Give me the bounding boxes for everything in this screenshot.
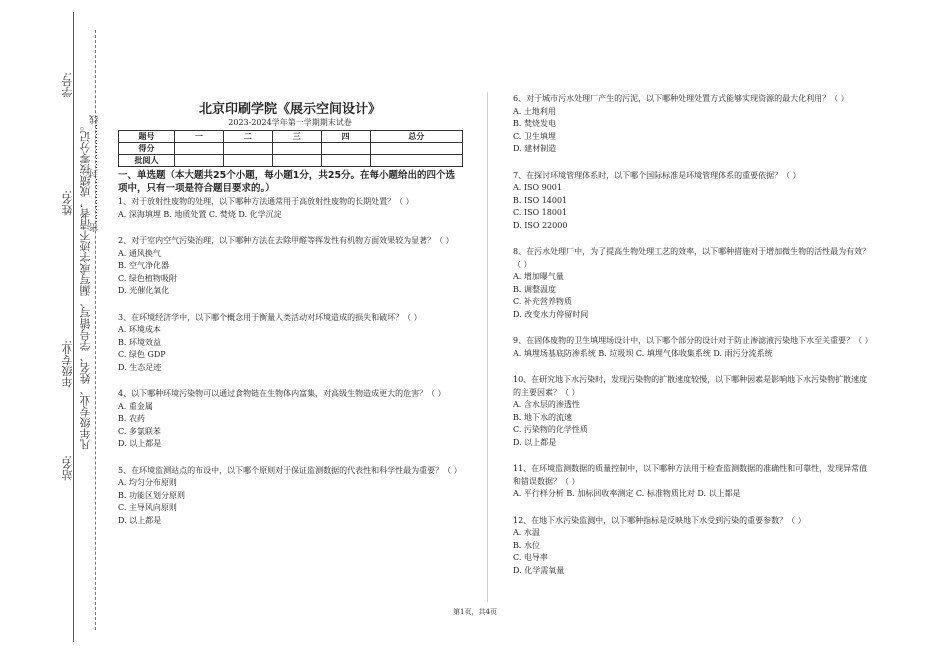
- score-cell: [272, 143, 321, 155]
- score-cell: [272, 155, 321, 167]
- question-option: D. 生态足迹: [118, 362, 162, 372]
- question-option: C. ISO 18001: [513, 208, 568, 217]
- question-item: [118, 235, 468, 298]
- score-table: [118, 130, 463, 167]
- question-item: [513, 246, 873, 321]
- student-id-label: 学号:: [61, 72, 74, 98]
- question-item: [513, 335, 873, 360]
- questions-right-column: [513, 93, 873, 591]
- question-stem: 4、以下哪种环境污染物可以通过食物链在生物体内富集，对高级生物造成更大的危害？（ ）: [118, 389, 446, 398]
- question-option: A. 土地利用: [513, 106, 556, 116]
- question-option: A. 深海填埋 B. 地质处置 C. 焚烧 D. 化学沉淀: [118, 209, 282, 219]
- score-header-cell: 二: [223, 131, 272, 143]
- reviewer-row: [119, 155, 463, 167]
- question-option: B. 农药: [118, 414, 145, 423]
- question-item: [513, 374, 873, 449]
- notice-text: 凡年级专业、姓名、学号错写、漏写或字迹不清者，成绩按零分记。: [79, 120, 92, 450]
- exam-title: 北京印刷学院《展示空间设计》: [198, 102, 381, 117]
- questions-left-column: [118, 196, 468, 541]
- question-option: D. 改变水力停留时间: [513, 309, 589, 319]
- question-stem: 10、在研究地下水污染时，发现污染物的扩散速度较慢，以下哪种因素是影响地下水污染物扩散速度的主要因素？（ ）: [513, 375, 868, 397]
- question-option: B. 环境效益: [118, 337, 161, 347]
- question-option: B. 调整温度: [513, 284, 556, 294]
- question-stem: 3、在环境经济学中，以下哪个概念用于衡量人类活动对环境造成的损失和破坏？（ ）: [118, 312, 422, 322]
- question-item: [513, 93, 873, 156]
- seat-label: 站名:: [61, 455, 74, 481]
- score-cell: [175, 155, 224, 167]
- score-row-label: 得分: [119, 143, 175, 155]
- question-option: D. 建材制造: [513, 144, 557, 153]
- score-cell: [321, 143, 370, 155]
- question-stem: 1、对于放射性废物的处理，以下哪种方法通常用于高放射性废物的长期处置？（ ）: [118, 197, 414, 206]
- reviewer-row-label: 批阅人: [119, 155, 175, 167]
- name-label: 姓名:: [61, 190, 74, 216]
- section-title: 一、单选题（本大题共25个小题，每小题1分，共25分。在每小题给出的四个选项中，只有一项是符合题目要求的。）: [118, 170, 456, 194]
- score-cell: [370, 143, 462, 155]
- question-option: C. 污染物的化学性质: [513, 425, 588, 434]
- question-option: A. 增加曝气量: [513, 272, 564, 281]
- question-option: D. 光催化氧化: [118, 286, 170, 295]
- question-item: [513, 515, 873, 578]
- question-option: A. 平行样分析 B. 加标回收率测定 C. 标准物质比对 D. 以上都是: [513, 489, 741, 498]
- score-cell: [321, 155, 370, 167]
- question-option: C. 卫生填埋: [513, 131, 556, 141]
- question-option: B. ISO 14001: [513, 195, 568, 205]
- question-stem: 8、在污水处理厂中，为了提高生物处理工艺的效率，以下哪种措施对于增加微生物的活性最为有效？（ ）: [513, 247, 871, 269]
- question-option: B. 焚烧发电: [513, 119, 556, 128]
- question-option: D. 化学需氧量: [513, 565, 565, 575]
- cut-line-label: 密……………封……………线: [90, 115, 100, 232]
- question-option: A. 通风换气: [118, 248, 161, 258]
- question-option: D. 以上都是: [118, 515, 162, 525]
- score-header-cell: 题号: [119, 131, 175, 143]
- score-cell: [223, 155, 272, 167]
- question-stem: 2、对于室内空气污染治理，以下哪种方法在去除甲醛等挥发性有机物方面效果较为显著？（ ）: [118, 236, 454, 245]
- score-header-cell: 四: [321, 131, 370, 143]
- question-stem: 12、在地下水污染监测中，以下哪种指标是反映地下水受到污染的重要参数？（ ）: [513, 515, 806, 525]
- score-cell: [175, 143, 224, 155]
- question-option: A. 环境成本: [118, 325, 161, 334]
- question-option: D. 以上都是: [513, 437, 557, 447]
- score-row: [119, 143, 463, 155]
- question-option: A. 水温: [513, 528, 540, 537]
- question-stem: 7、在探讨环境管理体系时，以下哪个国际标准是环境管理体系的重要依据？（ ）: [513, 170, 801, 180]
- binding-margin: [0, 0, 110, 672]
- exam-subtitle: 2023-2024学年第一学期期末试卷: [228, 118, 352, 127]
- score-table-header-row: [119, 131, 463, 143]
- score-header-cell: 总分: [370, 131, 462, 143]
- question-option: D. 以上都是: [118, 439, 162, 448]
- question-stem: 9、在固体废物的卫生填埋场设计中，以下哪个部分的设计对于防止渗滤液污染地下水至关重要？（ ）: [513, 336, 873, 345]
- question-option: C. 电导率: [513, 553, 548, 562]
- question-item: [513, 170, 873, 233]
- question-option: B. 空气净化器: [118, 261, 169, 270]
- page-footer: 第1页，共4页: [453, 608, 497, 616]
- question-option: A. 含水层的渗透性: [513, 400, 580, 409]
- question-stem: 5、在环境监测站点的布设中，以下哪个原则对于保证监测数据的代表性和科学性最为重要？（ ）: [118, 465, 462, 475]
- question-option: A. 均匀分布原则: [118, 478, 177, 487]
- question-item: [118, 196, 468, 221]
- question-option: B. 水位: [513, 540, 540, 550]
- question-option: A. 重金属: [118, 401, 153, 411]
- score-header-cell: 三: [272, 131, 321, 143]
- question-option: C. 多氯联苯: [118, 426, 161, 436]
- question-item: [118, 465, 468, 528]
- question-option: C. 主导风向原则: [118, 503, 177, 512]
- binding-line: [73, 12, 74, 642]
- question-option: A. ISO 9001: [513, 183, 562, 192]
- score-header-cell: 一: [175, 131, 224, 143]
- question-stem: 11、在环境监测数据的质量控制中，以下哪种方法用于检查监测数据的准确性和可靠性，发现异常值和错误数据？（ ）: [513, 464, 868, 486]
- question-item: [513, 463, 873, 501]
- question-option: C. 绿色植物吸附: [118, 273, 177, 283]
- question-option: C. 绿色 GDP: [118, 350, 166, 359]
- grade-label: 年级专业:: [61, 340, 74, 388]
- question-option: D. ISO 22000: [513, 220, 568, 230]
- score-cell: [223, 143, 272, 155]
- score-cell: [370, 155, 462, 167]
- question-option: B. 地下水的流速: [513, 412, 572, 422]
- question-item: [118, 312, 468, 375]
- question-option: A. 填埋场基底防渗系统 B. 垃圾坝 C. 填埋气体收集系统 D. 雨污分流系统: [513, 348, 773, 358]
- question-stem: 6、对于城市污水处理厂产生的污泥，以下哪种处理处置方式能够实现资源的最大化利用？（ ）: [513, 94, 849, 103]
- question-item: [118, 388, 468, 451]
- question-option: C. 补充营养物质: [513, 297, 572, 306]
- column-divider: [487, 92, 488, 602]
- question-option: B. 功能区划分原则: [118, 490, 185, 500]
